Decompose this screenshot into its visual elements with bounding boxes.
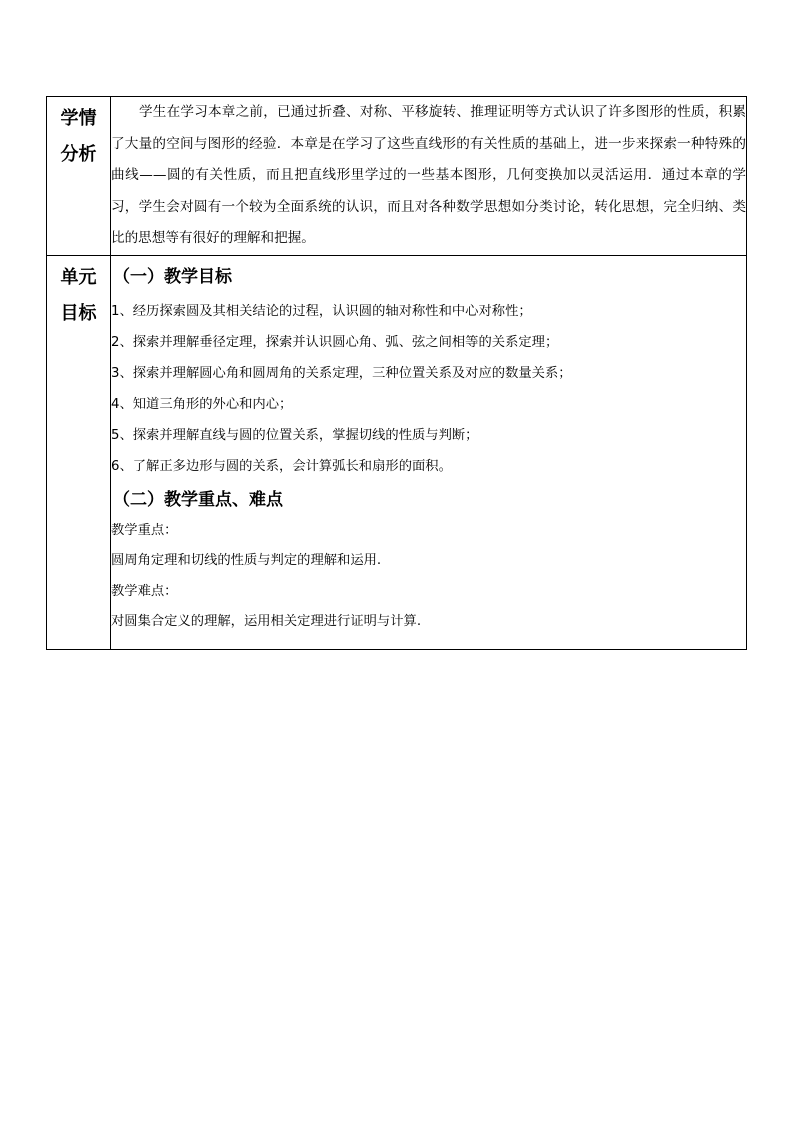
objective-item: 6、了解正多边形与圆的关系，会计算弧长和扇形的面积。 [111,458,452,474]
difficulty-label: 教学难点： [111,583,178,599]
unit-goals-content-cell [111,255,747,649]
difficulty-text: 对圆集合定义的理解，运用相关定理进行证明与计算. [111,614,422,629]
situation-label-line1: 学情 [60,108,97,129]
key-point-label: 教学重点： [111,522,178,538]
objective-item: 2、探索并理解垂径定理，探索并认识圆心角、弧、弦之间相等的关系定理； [111,334,559,350]
unit-goals-label [47,256,110,332]
teaching-objectives-heading: （一）教学目标 [113,266,232,287]
objective-item: 5、探索并理解直线与圆的位置关系，掌握切线的性质与判断； [111,427,479,443]
situation-analysis-paragraph: 学生在学习本章之前，已通过折叠、对称、平移旋转、推理证明等方式认识了许多图形的性质，积累了大量的空间与图形的经验．本章是在学习了这些直线形的有关性质的基础上，进一步来探索一种特殊的曲线——圆的有关性质，而且把直线形里学过的一些基本图形，几何变换加以灵活运用．通过本章的学习，学生会对圆有一个较为全面系统的认识，而且对各种数学思想如分类讨论，转化思想，完全归纳、类比的思想等有很好的理解和把握。 [111,104,746,246]
situation-label-line2: 分析 [60,144,97,165]
key-point-text: 圆周角定理和切线的性质与判定的理解和运用. [111,553,382,568]
situation-analysis-label-cell [47,97,111,256]
objective-item: 3、探索并理解圆心角和圆周角的关系定理，三种位置关系及对应的数量关系； [111,365,572,381]
unit-goals-label-cell [47,255,111,649]
situation-analysis-content-cell [111,97,747,256]
situation-analysis-row [47,97,747,256]
objective-item: 4、知道三角形的外心和内心； [111,396,293,412]
unit-goals-label-line2: 目标 [60,302,97,324]
unit-goals-label-line1: 单元 [60,266,97,288]
situation-analysis-label [47,97,110,173]
unit-goals-row [47,255,747,649]
objective-item: 1、经历探索圆及其相关结论的过程，认识圆的轴对称性和中心对称性； [111,303,532,319]
lesson-plan-table [46,96,747,650]
key-difficult-points-heading: （二）教学重点、难点 [113,489,283,510]
